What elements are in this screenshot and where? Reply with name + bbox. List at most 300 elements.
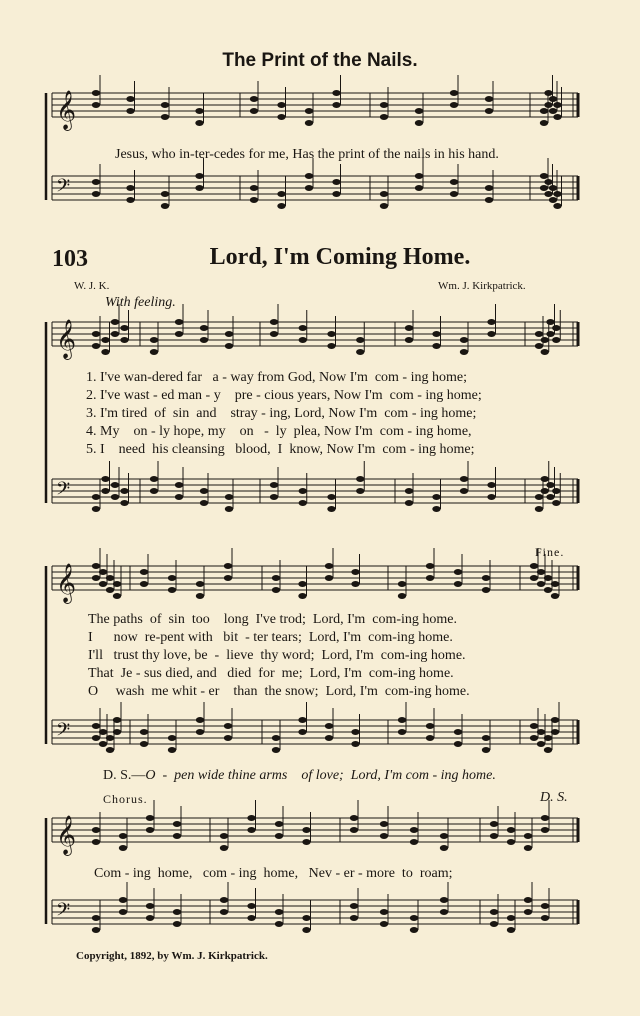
note-head [487,494,495,500]
note-head [544,575,552,581]
note-head [325,735,333,741]
note-head [356,476,364,482]
note-head [140,729,148,735]
note-head [106,747,114,753]
note-head [450,102,458,108]
note-head [549,108,557,114]
note-head [305,185,313,191]
note-head [161,102,169,108]
note-head [119,845,127,851]
note-head [460,476,468,482]
note-head [380,909,388,915]
note-head [247,815,255,821]
note-head [482,575,490,581]
note-head [140,569,148,575]
note-head [552,488,560,494]
note-head [546,331,554,337]
verse-line-3b: I'll trust thy love, be - lieve thy word; Lord, I'm com-ing home. [88,648,466,663]
note-head [168,575,176,581]
note-head [161,203,169,209]
note-head [175,482,183,488]
note-head [101,488,109,494]
verse-line-4a: 4. My on - ly hope, my on - ly plea, Now I'm com - ing home, [86,424,472,439]
note-head [126,96,134,102]
note-head [298,717,306,723]
note-head [482,735,490,741]
note-head [99,741,107,747]
note-head [541,903,549,909]
note-head [544,735,552,741]
note-head [460,349,468,355]
note-head [225,331,233,337]
note-head [111,482,119,488]
note-head [247,903,255,909]
note-head [113,581,121,587]
note-head [530,735,538,741]
note-head [410,927,418,933]
note-head [410,839,418,845]
note-head [140,741,148,747]
note-head [272,587,280,593]
note-head [350,915,358,921]
note-head [350,903,358,909]
note-head [277,114,285,120]
note-head [552,325,560,331]
note-head [120,325,128,331]
note-head [327,506,335,512]
note-head [120,500,128,506]
note-head [270,482,278,488]
note-head [485,96,493,102]
note-head [270,331,278,337]
verse-line-1a: 1. I've wan-dered far a - way from God, Now I'm com - ing home; [86,370,467,385]
note-head [398,593,406,599]
note-head [546,494,554,500]
top-lyric-line: Jesus, who in-ter-cedes for me, Has the print of the nails in his hand. [115,147,499,162]
note-head [224,563,232,569]
note-head [302,827,310,833]
note-head [440,845,448,851]
note-head [415,185,423,191]
note-head [113,717,121,723]
note-head [106,575,114,581]
note-head [426,575,434,581]
note-head [485,197,493,203]
top-hymn-title: The Print of the Nails. [222,50,418,71]
note-head [440,909,448,915]
note-head [350,815,358,821]
note-head [485,108,493,114]
note-head [92,927,100,933]
note-head [327,343,335,349]
note-head [553,114,561,120]
note-head [119,833,127,839]
note-head [224,735,232,741]
note-head [200,488,208,494]
note-head [277,191,285,197]
note-head [535,343,543,349]
note-head [150,476,158,482]
note-head [546,319,554,325]
note-head [119,897,127,903]
note-head [120,488,128,494]
ds-marking: D. S. [540,790,568,805]
note-head [356,488,364,494]
note-head [161,191,169,197]
note-head [487,319,495,325]
note-head [482,587,490,593]
note-head [272,735,280,741]
note-head [405,337,413,343]
note-head [101,349,109,355]
note-head [173,833,181,839]
note-head [541,827,549,833]
note-head [92,494,100,500]
note-head [544,587,552,593]
note-head [92,827,100,833]
note-head [551,729,559,735]
note-head [99,581,107,587]
note-head [270,494,278,500]
note-head [302,915,310,921]
note-head [415,173,423,179]
chorus-label: Chorus. [103,792,148,806]
note-head [490,909,498,915]
note-head [549,96,557,102]
note-head [432,343,440,349]
note-head [380,921,388,927]
note-head [305,173,313,179]
note-head [275,821,283,827]
note-head [524,845,532,851]
note-head [299,325,307,331]
bass-clef-icon: 𝄢 [56,720,71,745]
bass-clef-icon: 𝄢 [56,479,71,504]
note-head [544,102,552,108]
note-head [92,723,100,729]
note-head [380,191,388,197]
note-head [440,833,448,839]
note-head [405,500,413,506]
note-head [272,747,280,753]
note-head [507,927,515,933]
note-head [220,909,228,915]
note-head [146,915,154,921]
bass-clef-icon: 𝄢 [56,176,71,201]
copyright-notice: Copyright, 1892, by Wm. J. Kirkpatrick. [76,950,268,962]
note-head [99,729,107,735]
note-head [544,747,552,753]
note-head [356,349,364,355]
note-head [507,827,515,833]
note-head [150,337,158,343]
note-head [277,203,285,209]
note-head [120,337,128,343]
note-head [275,909,283,915]
note-head [298,581,306,587]
note-head [302,839,310,845]
note-head [332,179,340,185]
note-head [225,343,233,349]
verse-line-1b: The paths of sin too long I've trod; Lord, I'm com-ing home. [88,612,457,627]
note-head [482,747,490,753]
note-head [540,108,548,114]
note-head [173,821,181,827]
chorus-lyric-line: Com - ing home, com - ing home, Nev - er - more to roam; [94,866,453,881]
note-head [507,915,515,921]
note-head [549,185,557,191]
note-head [175,319,183,325]
note-head [537,569,545,575]
note-head [541,915,549,921]
note-head [426,563,434,569]
note-head [530,575,538,581]
note-head [195,120,203,126]
note-head [490,821,498,827]
note-head [540,173,548,179]
note-head [92,735,100,741]
note-head [398,729,406,735]
dal-segno-line [103,768,496,784]
note-head [426,735,434,741]
tempo-marking: With feeling. [105,295,176,310]
note-head [490,833,498,839]
note-head [454,569,462,575]
note-head [398,717,406,723]
note-head [225,506,233,512]
note-head [541,476,549,482]
note-head [299,337,307,343]
note-head [327,494,335,500]
note-head [92,179,100,185]
note-head [380,833,388,839]
note-head [92,563,100,569]
note-head [161,114,169,120]
note-head [99,569,107,575]
note-head [537,581,545,587]
verse-line-2a: 2. I've wast - ed man - y pre - cious years, Now I'm com - ing home; [86,388,482,403]
note-head [92,915,100,921]
note-head [487,482,495,488]
note-head [332,90,340,96]
note-head [195,185,203,191]
composer-name: Wm. J. Kirkpatrick. [438,280,526,292]
note-head [126,185,134,191]
note-head [356,337,364,343]
treble-clef-icon: 𝄞 [56,90,77,130]
note-head [200,337,208,343]
note-head [119,909,127,915]
note-head [113,593,121,599]
note-head [175,331,183,337]
note-head [398,581,406,587]
note-head [247,827,255,833]
note-head [546,482,554,488]
note-head [530,723,538,729]
hymn-title: Lord, I'm Coming Home. [209,244,471,270]
note-head [524,909,532,915]
note-head [220,833,228,839]
note-head [432,331,440,337]
note-head [168,735,176,741]
ds-lyric: O - pen wide thine arms of love; Lord, I'm com - ing home. [145,768,496,783]
note-head [415,108,423,114]
note-head [175,494,183,500]
note-head [454,729,462,735]
note-head [332,191,340,197]
note-head [106,735,114,741]
note-head [440,897,448,903]
note-head [410,827,418,833]
note-head [305,120,313,126]
note-head [549,197,557,203]
note-head [460,337,468,343]
note-head [415,120,423,126]
note-head [325,723,333,729]
note-head [168,587,176,593]
note-head [196,729,204,735]
note-head [530,563,538,569]
note-head [541,488,549,494]
note-head [544,90,552,96]
note-head [460,488,468,494]
note-head [535,331,543,337]
note-head [551,593,559,599]
note-head [126,108,134,114]
note-head [150,349,158,355]
note-head [298,729,306,735]
note-head [541,349,549,355]
note-head [432,506,440,512]
note-head [92,839,100,845]
note-head [537,741,545,747]
note-head [454,741,462,747]
note-head [113,729,121,735]
note-head [92,506,100,512]
note-head [224,723,232,729]
note-head [537,729,545,735]
note-head [106,587,114,593]
note-head [92,90,100,96]
note-head [195,173,203,179]
hymn-number: 103 [52,246,88,272]
note-head [101,476,109,482]
note-head [552,500,560,506]
note-head [380,102,388,108]
note-head [146,827,154,833]
note-head [351,729,359,735]
note-head [92,102,100,108]
note-head [405,325,413,331]
note-head [200,325,208,331]
note-head [380,203,388,209]
note-head [302,927,310,933]
note-head [111,494,119,500]
note-head [450,179,458,185]
note-head [332,102,340,108]
note-head [380,114,388,120]
note-head [92,331,100,337]
note-head [250,185,258,191]
note-head [92,575,100,581]
verse-line-2b: I now re-pent with bit - ter tears; Lord, I'm com-ing home. [88,630,453,645]
note-head [220,897,228,903]
note-head [224,575,232,581]
verse-line-4b: That Je - sus died, and died for me; Lord, I'm com-ing home. [88,666,454,681]
note-head [196,717,204,723]
verse-line-3a: 3. I'm tired of sin and stray - ing, Lord, Now I'm com - ing home; [86,406,477,421]
note-head [92,191,100,197]
note-head [272,575,280,581]
note-head [196,581,204,587]
note-head [351,569,359,575]
author-initials: W. J. K. [74,280,110,292]
note-head [299,488,307,494]
note-head [220,845,228,851]
note-head [553,102,561,108]
verse-line-5a: 5. I need his cleansing blood, I know, Now I'm com - ing home; [86,442,475,457]
verse-line-5b: O wash me whit - er than the snow; Lord, I'm com-ing home. [88,684,470,699]
treble-clef-icon: 𝄞 [56,815,77,855]
note-head [535,506,543,512]
ds-prefix: D. S.— [103,768,146,783]
note-head [275,833,283,839]
note-head [111,331,119,337]
note-head [299,500,307,506]
note-head [101,337,109,343]
note-head [277,102,285,108]
note-head [126,197,134,203]
treble-clef-icon: 𝄞 [56,319,77,359]
note-head [173,921,181,927]
note-head [450,191,458,197]
note-head [540,185,548,191]
note-head [551,717,559,723]
note-head [432,494,440,500]
note-head [250,108,258,114]
note-head [92,343,100,349]
note-head [544,179,552,185]
note-head [454,581,462,587]
note-head [544,191,552,197]
note-head [250,197,258,203]
note-head [541,337,549,343]
note-head [150,488,158,494]
note-head [195,108,203,114]
note-head [247,915,255,921]
treble-clef-icon: 𝄞 [56,563,77,603]
note-head [298,593,306,599]
note-head [351,581,359,587]
note-head [270,319,278,325]
note-head [225,494,233,500]
note-head [487,331,495,337]
note-head [541,815,549,821]
note-head [553,203,561,209]
note-head [196,593,204,599]
note-head [524,833,532,839]
note-head [146,903,154,909]
note-head [380,821,388,827]
note-head [485,185,493,191]
note-head [305,108,313,114]
note-head [250,96,258,102]
note-head [350,827,358,833]
note-head [325,575,333,581]
note-head [173,909,181,915]
note-head [551,581,559,587]
note-head [140,581,148,587]
